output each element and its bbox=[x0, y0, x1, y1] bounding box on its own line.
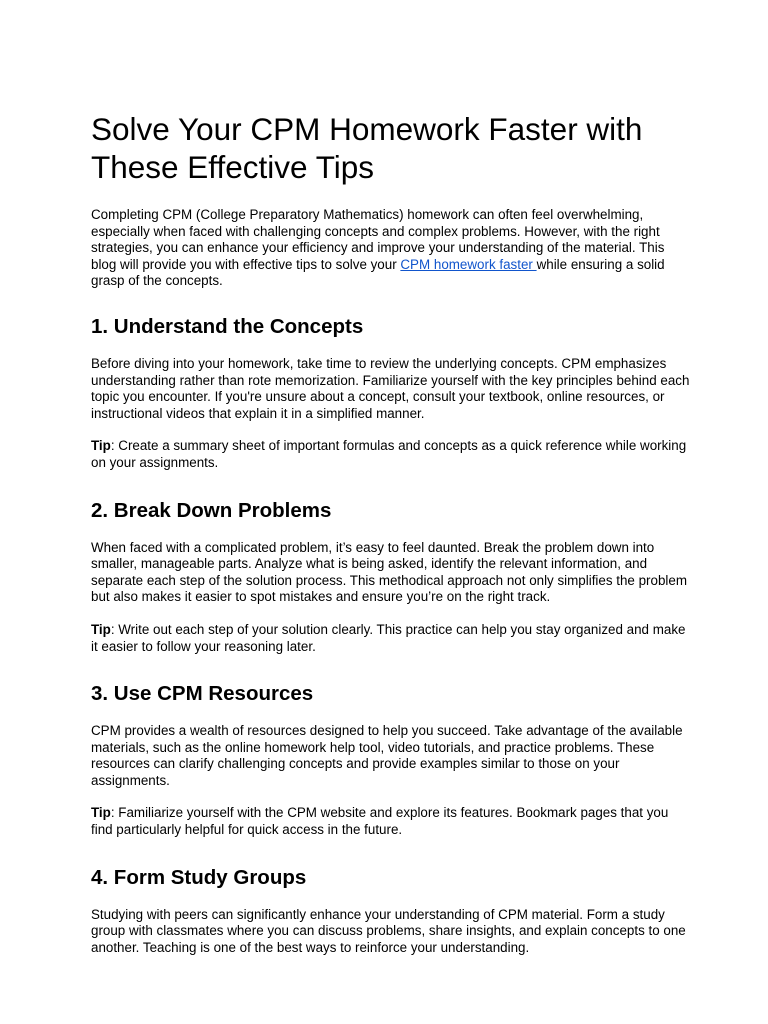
section-tip bbox=[91, 622, 691, 655]
section-body: Before diving into your homework, take time to review the underlying concepts. CPM emphasizes understanding rather than rote memorization. Familiarize yourself with the key principles behind each topic you encounter. If you're unsure about a concept, consult your textbook, online resources, or instructional videos that explain it in a simplified manner. bbox=[91, 355, 690, 421]
tip-text: : Familiarize yourself with the CPM website and explore its features. Bookmark pages that you find particularly helpful for quick access in the future. bbox=[91, 805, 669, 838]
document-page bbox=[91, 110, 691, 972]
intro-text-after-link: while ensuring a solid grasp of the concepts. bbox=[91, 256, 665, 289]
section-heading: 3. Use CPM Resources bbox=[91, 682, 314, 706]
section-tip bbox=[91, 805, 691, 838]
tip-text: : Create a summary sheet of important formulas and concepts as a quick reference while working on your assignments. bbox=[91, 438, 687, 470]
section-heading: 4. Form Study Groups bbox=[91, 865, 307, 889]
tip-label: Tip bbox=[91, 621, 111, 637]
section-tip bbox=[91, 438, 691, 471]
section-heading: 1. Understand the Concepts bbox=[91, 314, 364, 338]
section-break-down-problems bbox=[91, 499, 691, 656]
tip-text: : Write out each step of your solution clearly. This practice can help you stay organized and make it easier to follow your reasoning later. bbox=[91, 621, 686, 654]
intro-paragraph bbox=[91, 207, 691, 290]
cpm-homework-faster-link[interactable]: CPM homework faster bbox=[400, 256, 537, 272]
tip-label: Tip bbox=[91, 438, 111, 454]
section-form-study-groups bbox=[91, 866, 691, 957]
section-heading: 2. Break Down Problems bbox=[91, 498, 332, 522]
section-body: When faced with a complicated problem, it’s easy to feel daunted. Break the problem down into smaller, manageable parts. Analyze what is being asked, identify the relevant information, and separate each step of the solution process. This methodical approach not only simplifies the problem but also makes it easier to spot mistakes and ensure you’re on the right track. bbox=[91, 539, 687, 605]
section-understand-concepts bbox=[91, 315, 691, 472]
section-use-cpm-resources bbox=[91, 682, 691, 839]
intro-text-before-link: Completing CPM (College Preparatory Mathematics) homework can often feel overwhelming, especially when faced with challenging concepts and complex problems. However, with the right strategies, you can enhance your efficiency and improve your understanding of the material. This blog will provide you with effective tips to solve your bbox=[91, 207, 665, 272]
section-body: Studying with peers can significantly enhance your understanding of CPM material. Form a study group with classmates where you can discuss problems, share insights, and explain concepts to one another. Teaching is one of the best ways to reinforce your understanding. bbox=[91, 906, 686, 955]
page-title: Solve Your CPM Homework Faster with These Effective Tips bbox=[91, 111, 643, 185]
section-body: CPM provides a wealth of resources designed to help you succeed. Take advantage of the available materials, such as the online homework help tool, video tutorials, and practice problems. These resources can clarify challenging concepts and provide examples similar to those on your assignments. bbox=[91, 723, 683, 788]
tip-label: Tip bbox=[91, 805, 111, 821]
